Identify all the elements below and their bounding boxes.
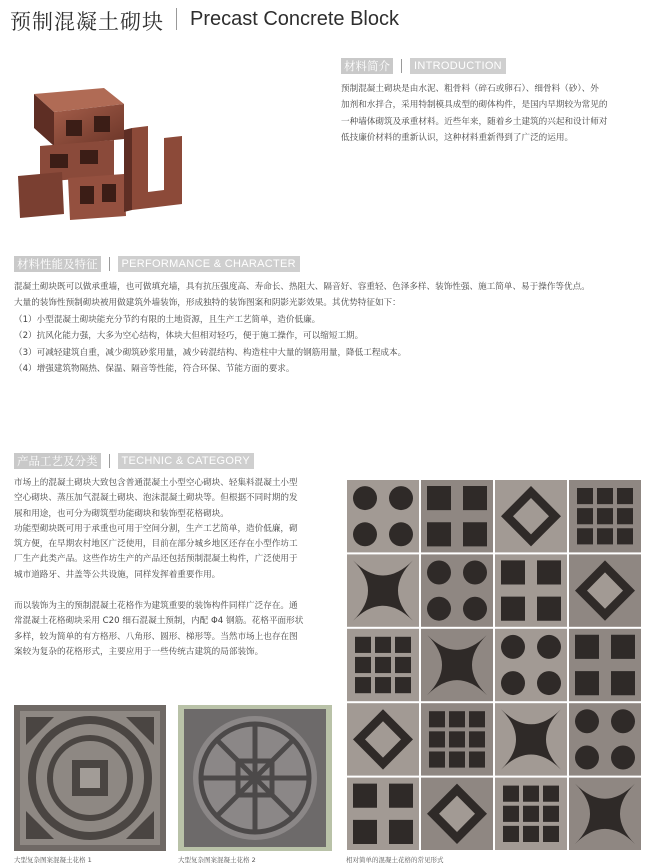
caption-3: 相对简单的混凝土花格的常见形式: [346, 856, 444, 864]
pattern-tile: [347, 629, 419, 701]
pattern-tile: [569, 778, 641, 850]
ornate-panel-image-1: [14, 705, 166, 851]
performance-heading: [14, 256, 300, 272]
brick-blocks-image: [14, 84, 194, 224]
page-title-en: Precast Concrete Block: [190, 8, 399, 30]
performance-heading-cn: 材料性能及特征: [14, 256, 101, 272]
performance-heading-en: PERFORMANCE & CHARACTER: [118, 256, 300, 272]
technic-p2-line: 厂生产此类产品。这些作坊生产的产品还包括预制混凝土构件，广泛使用于: [14, 554, 298, 565]
performance-item: （1）小型混凝土砌块能充分节约有限的土地资源，且生产工艺简单，造价低廉。: [14, 314, 321, 325]
pattern-tile: [569, 629, 641, 701]
pattern-blocks-grid: [346, 479, 642, 851]
technic-p2-line: 城市道路牙、井盖等公共设施，同样发挥着重要作用。: [14, 569, 221, 580]
pattern-tile: [421, 778, 493, 850]
technic-p3-line: 案较为复杂的花格形式，主要应用于一些传统古建筑的局部装饰。: [14, 646, 264, 657]
technic-p3-line: 而以装饰为主的预制混凝土花格作为建筑重要的装饰构件同样广泛存在。通: [14, 601, 298, 612]
intro-heading-cn: 材料简介: [341, 58, 393, 74]
technic-p1-line: 市场上的混凝土砌块大致包含普通混凝土小型空心砌块、轻集料混凝土小型: [14, 478, 298, 488]
ornate-panel-image-2: [178, 705, 332, 851]
caption-1: 大型复杂图案混凝土花格 1: [14, 856, 92, 864]
pattern-tile: [569, 554, 641, 626]
technic-p2-line: 功能型砌块既可用于承重也可用于空间分割，生产工艺简单，造价低廉，砌: [14, 523, 298, 534]
technic-p3-line: 多样，较为简单的有方格形、八角形、圆形、梯形等。当然市场上也存在图: [14, 631, 298, 642]
performance-line: 混凝土砌块既可以做承重墙，也可做填充墙，具有抗压强度高、寿命长、热阻大、隔音好、容重轻、色泽多样、装饰性强、施工简单、易于操作等优点。: [14, 282, 590, 292]
pattern-tile: [347, 554, 419, 626]
pattern-tile: [421, 703, 493, 775]
performance-item: （2）抗风化能力强，大多为空心结构，体块大但相对轻巧，便于施工操作，可以缩短工期。: [14, 331, 364, 342]
pattern-tile: [495, 778, 567, 850]
performance-item: （3）可减轻建筑自重，减少砌筑砂浆用量，减少砖混结构、构造柱中大量的钢筋用量，降低工程成本。: [14, 347, 407, 358]
pattern-tile: [569, 703, 641, 775]
performance-item: （4）增强建筑物隔热、保温、隔音等性能，符合环保、节能方面的要求。: [14, 364, 295, 375]
technic-p2-line: 筑方便，在早期农村地区广泛使用，目前在部分城乡地区还存在小型作坊工: [14, 539, 298, 550]
page-title-cn: 预制混凝土砌块: [10, 10, 164, 34]
intro-line: 一种墙体砌筑及承重材料。近些年来，随着乡土建筑的兴起和设计师对: [341, 116, 608, 127]
pattern-tile: [495, 629, 567, 701]
performance-text: [14, 279, 638, 377]
pattern-tile: [569, 480, 641, 552]
pattern-tile: [347, 480, 419, 552]
technic-heading-en: TECHNIC & CATEGORY: [118, 453, 254, 469]
intro-text: [341, 81, 637, 147]
technic-p3-line: 常混凝土花格砌块采用 C20 细石混凝土预制，内配 Φ4 钢筋。花格平面形状: [14, 616, 304, 627]
performance-line: 大量的装饰性预制砌块被用做建筑外墙装饰，形成独特的装饰图案和阴影光影效果。其优势特征如下：: [14, 298, 401, 309]
intro-heading-en: INTRODUCTION: [410, 58, 506, 74]
pattern-tile: [495, 554, 567, 626]
pattern-tile: [347, 778, 419, 850]
pattern-tile: [421, 629, 493, 701]
intro-line: 加剂和水拌合，采用特制模具成型的砌体构件，是国内早期较为常见的: [341, 100, 608, 111]
intro-line: 低技廉价材料的重新认识，这种材料重新得到了广泛的运用。: [341, 133, 574, 144]
heading-divider: [109, 454, 110, 468]
pattern-tile: [347, 703, 419, 775]
technic-p1-line: 空心砌块、蒸压加气混凝土砌块、泡沫混凝土砌块等。但根据不同时期的发: [14, 493, 298, 504]
pattern-tile: [421, 480, 493, 552]
pattern-tile: [495, 703, 567, 775]
technic-p1-line: 展和用途，也可分为砌筑型功能砌块和装饰型花格砌块。: [14, 508, 229, 519]
heading-divider: [109, 257, 110, 271]
caption-2: 大型复杂图案混凝土花格 2: [178, 856, 256, 864]
intro-line: 预制混凝土砌块是由水泥、粗骨料（碎石或卵石）、细骨料（砂）、外: [341, 84, 599, 94]
intro-heading: [341, 58, 506, 74]
pattern-tile: [495, 480, 567, 552]
title-divider: [176, 8, 177, 30]
technic-text: [14, 476, 336, 660]
pattern-tile: [421, 554, 493, 626]
heading-divider: [401, 59, 402, 73]
technic-heading-cn: 产品工艺及分类: [14, 453, 101, 469]
technic-heading: [14, 453, 254, 469]
